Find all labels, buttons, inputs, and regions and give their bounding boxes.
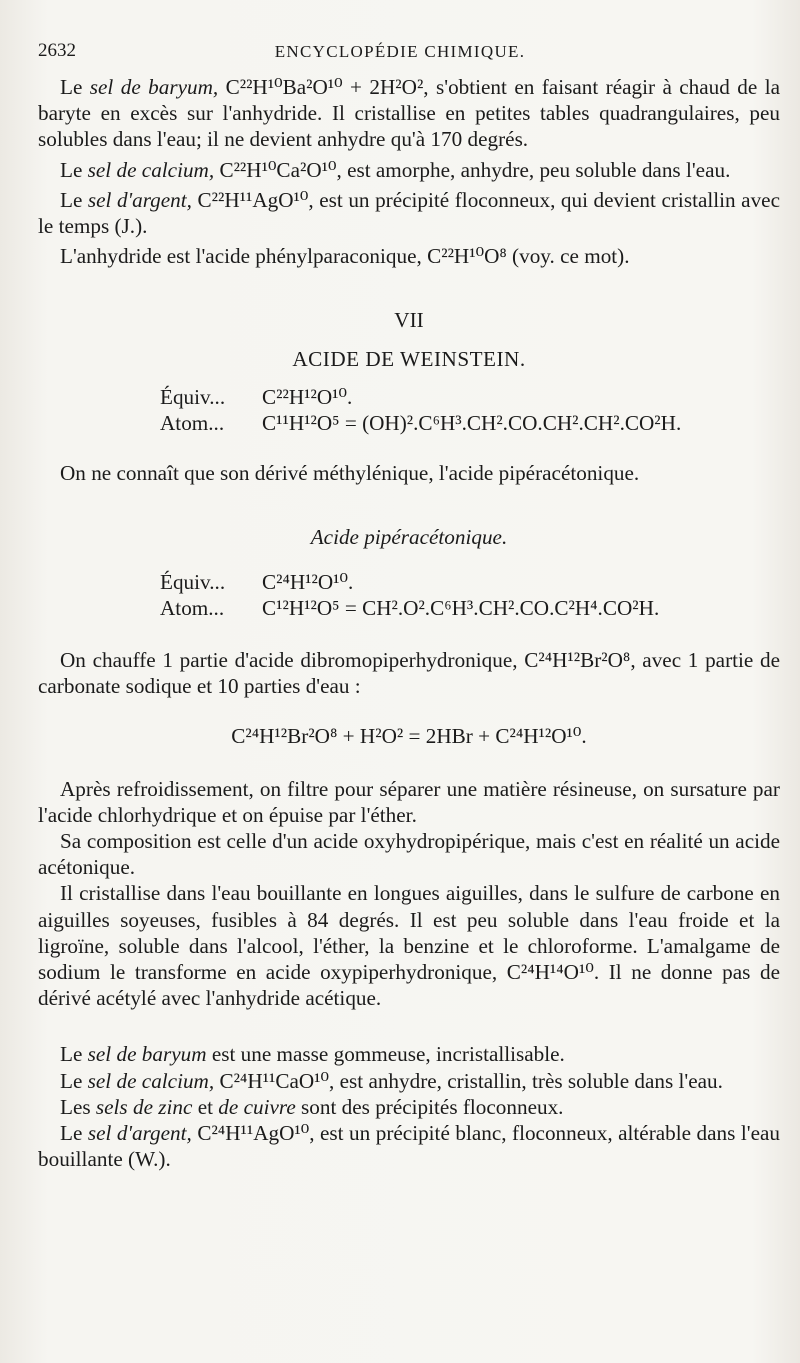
text-run: Le — [60, 1121, 88, 1146]
text-run: Le — [60, 1068, 88, 1093]
italic-term: sel de calcium, — [87, 157, 215, 182]
subsection-title-text: Acide pipéracétonique. — [310, 525, 508, 550]
equiv-label: Équiv... — [160, 569, 226, 594]
paragraph-zinc-copper-salts — [38, 1094, 780, 1120]
paragraph-baryum-salt — [38, 74, 780, 153]
text-run: sont des précipités floconneux. — [295, 1094, 564, 1119]
text-run: Les — [60, 1094, 96, 1119]
italic-term: sel de baryum, — [89, 75, 219, 99]
text-run: Le — [60, 75, 90, 99]
text-run: Le — [60, 1042, 88, 1067]
paragraph-properties: Il cristallise dans l'eau bouillante en longues aiguilles, dans le sulfure de carbone en aiguilles soyeuses, fusibles à 84 degrés. Il est peu soluble dans l'eau froide et la ligroïne, soluble dans l'alcool, l'éther, la benzine et le chloroforme. L'amalgame de sodium le transforme en acide oxypiperhydronique, C²⁴H¹⁴O¹⁰. Il ne donne pas de dérivé acétylé avec l'anhydride acétique. — [38, 881, 780, 1011]
atom-label: Atom... — [160, 411, 225, 436]
paragraph-silver-salt — [38, 187, 780, 239]
formula-equiv-row — [160, 569, 780, 595]
equiv-label: Équiv... — [160, 384, 226, 409]
text-run: C²²H¹⁰Ca²O¹⁰, est amorphe, anhydre, peu soluble dans l'eau. — [214, 157, 731, 182]
text-run: C²²H¹¹AgO¹⁰, est un précipité floconneux, qui devient cristallin avec le temps (J.). — [38, 187, 780, 239]
paragraph-anhydride: L'anhydride est l'acide phénylparaconique, C²²H¹⁰O⁸ (voy. ce mot). — [60, 244, 630, 269]
page-number: 2632 — [38, 40, 76, 61]
text-run: C²²H¹⁰Ba²O¹⁰ + 2H²O², s'obtient en faisant réagir à chaud de la baryte en excès sur l'anhydride. Il cristallise en petites tables quadrangulaires, peu solubles dans l'eau; il ne devient anhydre qu'à 170 degrés. — [38, 75, 780, 152]
paragraph-preparation: On chauffe 1 partie d'acide dibromopiperhydronique, C²⁴H¹²Br²O⁸, avec 1 partie de carbonate sodique et 10 parties d'eau : — [38, 648, 780, 699]
atom-formula: C¹²H¹²O⁵ = CH².O².C⁶H³.CH².CO.C²H⁴.CO²H. — [262, 595, 660, 620]
italic-term: sels de zinc — [95, 1094, 193, 1119]
italic-term: sel d'argent, — [87, 187, 192, 212]
paragraph-calcium-salt — [38, 157, 780, 183]
formula-atom-row — [160, 595, 780, 621]
text-run: Le — [60, 187, 88, 212]
section-number: VII — [394, 308, 424, 333]
running-title: ENCYCLOPÉDIE CHIMIQUE. — [274, 42, 526, 61]
page-body — [38, 74, 780, 1173]
text-run: C²⁴H¹¹AgO¹⁰, est un précipité blanc, floconneux, altérable dans l'eau bouillante (W.). — [38, 1121, 780, 1172]
text-run: Le — [60, 157, 88, 182]
paragraph-weinstein-derivative: On ne connaît que son dérivé méthylénique, l'acide pipéracétonique. — [60, 461, 640, 486]
italic-term: de cuivre — [218, 1094, 296, 1119]
text-run: et — [192, 1094, 219, 1119]
paragraph-composition: Sa composition est celle d'un acide oxyhydropipérique, mais c'est en réalité un acide acétonique. — [38, 829, 780, 880]
italic-term: sel d'argent, — [87, 1121, 192, 1146]
formula-equiv-row — [160, 384, 780, 410]
text-run: C²⁴H¹¹CaO¹⁰, est anhydre, cristallin, très soluble dans l'eau. — [214, 1068, 723, 1093]
paragraph-purification: Après refroidissement, on filtre pour séparer une matière résineuse, on sursature par l'acide chlorhydrique et on épuise par l'éther. — [38, 776, 780, 827]
atom-label: Atom... — [160, 595, 225, 620]
italic-term: sel de baryum — [87, 1042, 207, 1067]
subsection-title — [38, 524, 780, 550]
reaction-equation: C²⁴H¹²Br²O⁸ + H²O² = 2HBr + C²⁴H¹²O¹⁰. — [231, 724, 587, 749]
equiv-formula: C²²H¹²O¹⁰. — [262, 384, 353, 409]
paragraph-silver-salt-2 — [38, 1120, 780, 1172]
paragraph-baryum-salt-2 — [38, 1041, 780, 1067]
italic-term: sel de calcium, — [87, 1068, 215, 1093]
text-run: est une masse gommeuse, incristallisable. — [206, 1042, 565, 1067]
atom-formula: C¹¹H¹²O⁵ = (OH)².C⁶H³.CH².CO.CH².CH².CO²H. — [262, 411, 682, 436]
equiv-formula: C²⁴H¹²O¹⁰. — [262, 569, 354, 594]
formula-block-piperacetonique — [160, 569, 780, 621]
paragraph-calcium-salt-2 — [38, 1068, 780, 1094]
section-title: ACIDE DE WEINSTEIN. — [292, 346, 526, 371]
page-header — [38, 40, 762, 68]
formula-block-weinstein — [160, 384, 780, 436]
formula-atom-row — [160, 410, 780, 436]
